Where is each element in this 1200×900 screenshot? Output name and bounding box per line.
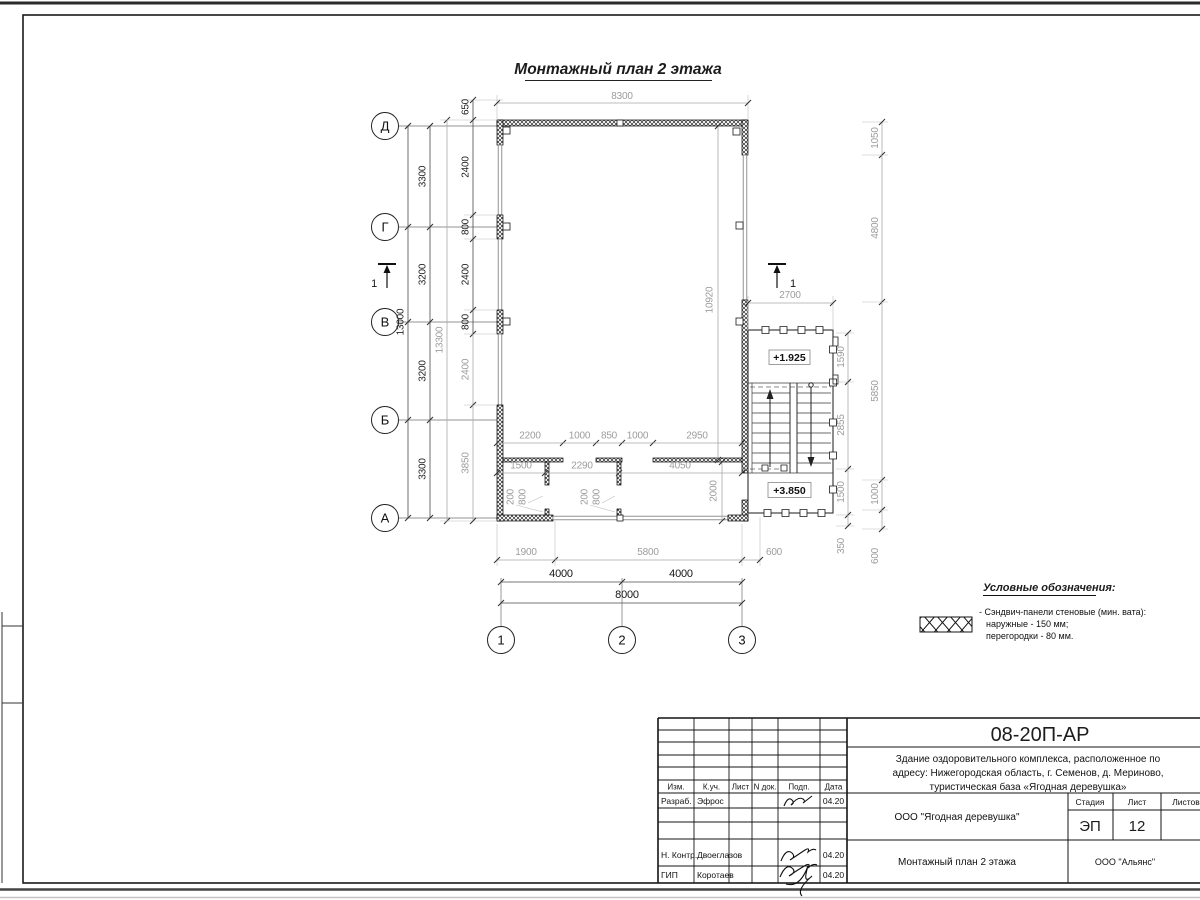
plan-title-text: Монтажный план 2 этажа (514, 61, 722, 78)
axis-label: 1 (497, 632, 505, 648)
dim-label: 8000 (615, 589, 639, 601)
partitions (503, 458, 742, 515)
dim-label: 600 (870, 547, 881, 565)
signer-role: ГИП (661, 870, 678, 880)
sheet-label: Лист (1127, 797, 1147, 807)
wall-bottom-segment (497, 515, 553, 521)
dim-label: 600 (765, 547, 783, 558)
column-marker (736, 318, 743, 325)
wall-right-segment (742, 300, 748, 473)
window-band (743, 155, 747, 300)
column-marker (733, 128, 740, 135)
signature (780, 864, 817, 896)
dims-top (460, 91, 748, 120)
dim-label: 3200 (417, 360, 429, 382)
partition-stub (617, 509, 621, 515)
legend-item-line: - Сэндвич-панели стеновые (мин. вата): (979, 607, 1147, 617)
dim-label: 350 (836, 537, 847, 555)
section-label: 1 (790, 278, 796, 290)
col-header: Изм. (667, 782, 685, 792)
down-arrow-icon (808, 457, 815, 467)
dim-label: 2200 (519, 430, 541, 442)
dims-bottom (488, 517, 783, 654)
dim-label: 200 (505, 488, 517, 506)
sheets-label: Листов (1172, 797, 1200, 807)
wall-left-segment (497, 215, 503, 239)
col-header: К.уч. (702, 782, 721, 792)
wall-left-segment (497, 405, 503, 521)
up-arrow-icon (767, 389, 774, 399)
stair-treads (752, 393, 831, 463)
dim-label: 13000 (395, 308, 407, 336)
signature (781, 849, 816, 861)
dim-label: 850 (600, 430, 618, 442)
dim-label: 4050 (669, 460, 691, 472)
axis-label: 2 (618, 632, 626, 648)
dim-label: 1500 (510, 460, 532, 472)
axis-stems (501, 578, 742, 626)
dim-label: 800 (591, 488, 603, 506)
dim-label: 1590 (836, 346, 847, 368)
dim-label: 3200 (417, 263, 429, 286)
ext-lines (862, 122, 888, 529)
signer-name: Двоеглазов (697, 850, 743, 860)
stage-label: Стадия (1075, 797, 1105, 807)
signer-name: Коротаев (697, 870, 734, 880)
window-band (498, 334, 502, 405)
dim-label: 4000 (669, 568, 693, 580)
dim-label: 8300 (611, 91, 633, 102)
section-label: 1 (371, 278, 377, 290)
window-band (553, 516, 728, 520)
dim-label: 200 (579, 488, 591, 506)
wall-right-segment (742, 120, 748, 155)
axis-label: В (380, 314, 390, 330)
col-header: Дата (824, 782, 843, 792)
dim-label: 2950 (686, 430, 708, 442)
section-arrow-icon (774, 265, 781, 273)
down-arrow-tail (809, 383, 813, 387)
stairwell (742, 327, 838, 517)
dim-label: 1000 (568, 430, 591, 442)
dim-label: 2400 (460, 156, 472, 178)
dim-label: 1000 (626, 430, 649, 442)
axis-label: Д (380, 118, 390, 134)
doc-code: 08-20П-АР (990, 724, 1090, 746)
dim-label: 1000 (870, 483, 881, 505)
dim-label: 800 (460, 313, 472, 331)
partition (617, 462, 621, 485)
project-name-line: адресу: Нижегородская область, г. Семенов, д. Мериново, (892, 768, 1164, 779)
dim-label: 2290 (571, 460, 593, 472)
client-name: ООО "Ягодная деревушка" (894, 812, 1020, 823)
signer-date: 04.20 (822, 796, 845, 806)
signer-role: Н. Контр. (661, 850, 698, 860)
project-name-line: Здание оздоровительного комплекса, расположенное по (895, 754, 1161, 765)
row-axis-bubbles (372, 113, 498, 532)
inner-frame (23, 15, 1200, 883)
window-band (498, 145, 502, 215)
axis-label: А (380, 510, 390, 526)
signer-date: 04.20 (822, 850, 845, 860)
dim-label: 2000 (708, 480, 720, 502)
window-band (498, 239, 502, 310)
dims-left (396, 100, 498, 521)
dim-label: 650 (460, 98, 472, 116)
sheet-title: Монтажный план 2 этажа (898, 857, 1016, 868)
signature (784, 796, 812, 806)
sheet-number: 12 (1128, 818, 1146, 835)
col-header: Лист (731, 782, 750, 792)
column-marker (736, 222, 743, 229)
dim-label: 5850 (870, 380, 881, 402)
level-label: +1.925 (773, 352, 806, 364)
axis-label: Б (380, 412, 390, 428)
dim-label: 800 (460, 218, 472, 236)
column-marker (503, 318, 510, 325)
partition (653, 458, 742, 462)
column-marker (503, 223, 510, 230)
axis-label: 3 (738, 632, 746, 648)
axis-label: Г (381, 219, 389, 235)
legend-item-line: перегородки - 80 мм. (986, 631, 1074, 641)
ext-lines (748, 296, 833, 330)
signer-name: Эфрос (697, 796, 724, 806)
contractor-name: ООО "Альянс" (1094, 857, 1156, 867)
partition (596, 458, 622, 462)
dim-label: 4800 (870, 217, 881, 239)
title-block (658, 718, 1200, 896)
dim-label: 800 (517, 488, 529, 506)
project-name-line: туристическая база «Ягодная деревушка» (929, 782, 1127, 793)
section-marks (371, 264, 796, 290)
dim-label: 1050 (870, 127, 881, 149)
col-header: Подп. (788, 782, 810, 792)
legend-title: Условные обозначения: (983, 582, 1116, 594)
wall-left-segment (497, 310, 503, 334)
stage-value: ЭП (1079, 818, 1101, 835)
dim-label: 2855 (836, 414, 847, 436)
dim-label: 5800 (637, 547, 659, 558)
plan-title (514, 61, 722, 81)
wall-bottom-segment (728, 515, 748, 521)
dim-label: 4000 (549, 568, 573, 580)
dim-label: 3300 (417, 458, 429, 480)
dim-label: 10920 (704, 286, 716, 314)
signer-date: 04.20 (822, 870, 845, 880)
dim-label: 3300 (417, 165, 429, 188)
wall-left-segment (497, 120, 503, 145)
dim-label: 2700 (779, 290, 801, 301)
column-marker (617, 515, 623, 521)
col-header: N док. (753, 782, 777, 792)
column-marker (617, 120, 623, 126)
column-marker (503, 127, 510, 134)
dim-label: 2400 (460, 358, 472, 381)
dim-label: 1900 (515, 547, 537, 558)
legend (920, 582, 1146, 641)
dim-label: 3850 (460, 452, 472, 474)
legend-item-line: наружные - 150 мм; (986, 619, 1069, 629)
partition-stub (545, 509, 549, 515)
level-label: +3.850 (773, 485, 806, 497)
dim-label: 2400 (460, 263, 472, 286)
partition (545, 462, 549, 485)
dim-label: 13300 (434, 326, 446, 354)
dim-label: 1500 (836, 481, 847, 503)
section-arrow-icon (384, 265, 391, 273)
signer-role: Разраб. (661, 796, 692, 806)
ext-lines (497, 517, 760, 566)
sandwich-panel-symbol (920, 617, 972, 632)
